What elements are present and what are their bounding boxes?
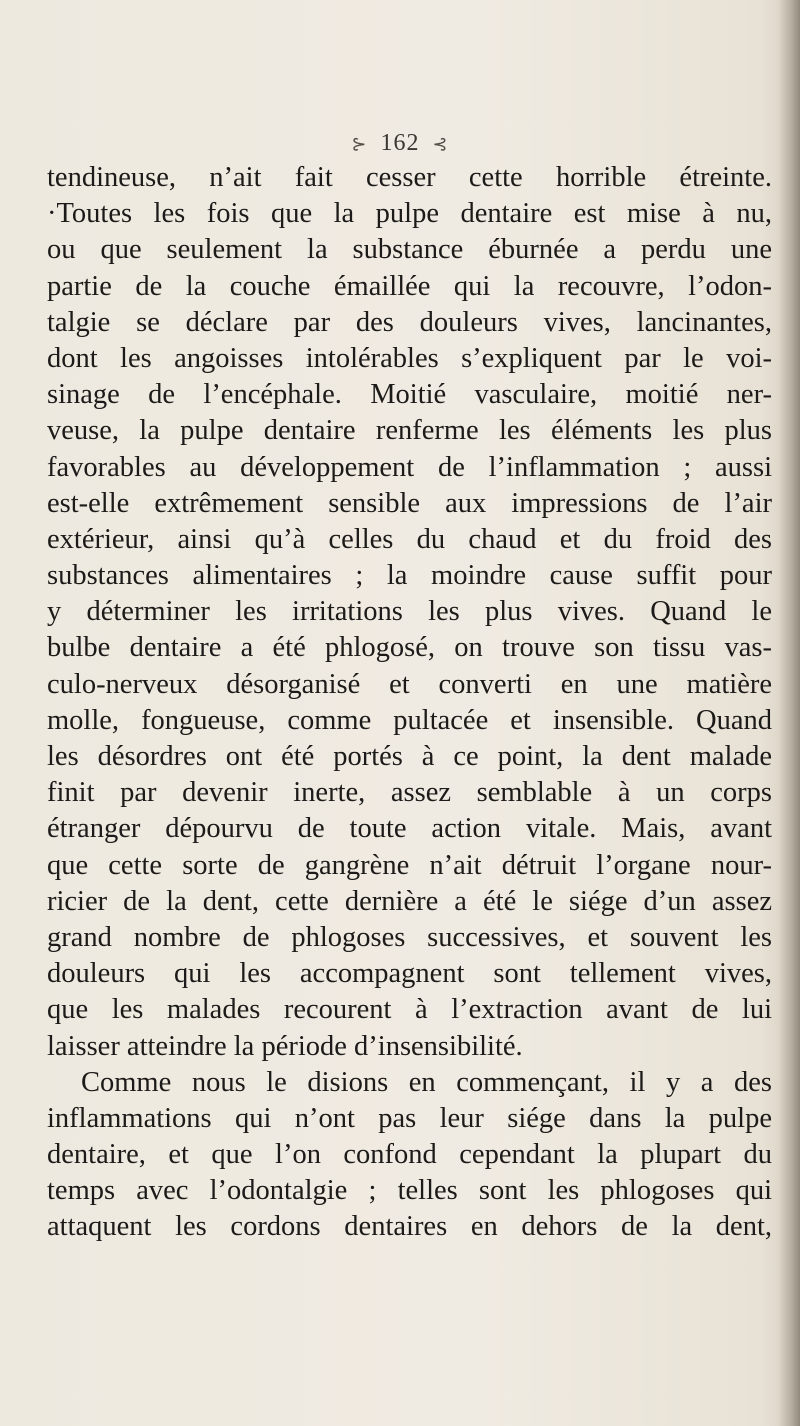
text-line: ou que seulement la substance éburnée a perdu une	[47, 234, 772, 266]
text-line: dont les angoisses intolérables s’expliquent par le voi-	[47, 342, 772, 374]
page-number: 162	[380, 130, 420, 156]
page-edge-shadow	[778, 0, 800, 1426]
text-line: culo-nerveux désorganisé et converti en une matière	[47, 668, 772, 700]
text-line: molle, fongueuse, comme pultacée et insensible. Quand	[47, 704, 772, 736]
text-line: finit par devenir inerte, assez semblable à un corps	[47, 777, 772, 809]
text-line: étranger dépourvu de toute action vitale. Mais, avant	[47, 813, 772, 845]
text-line: talgie se déclare par des douleurs vives, lancinantes,	[47, 306, 772, 338]
page-header	[0, 130, 800, 157]
ornament-left-icon: ⊱	[351, 134, 368, 154]
text-line: que les malades recourent à l’extraction avant de lui	[47, 994, 772, 1026]
text-line: y déterminer les irritations les plus vives. Quand le	[47, 596, 772, 628]
text-line: ricier de la dent, cette dernière a été le siége d’un assez	[47, 885, 772, 917]
text-line: laisser atteindre la période d’insensibilité.	[47, 1030, 523, 1062]
text-line: que cette sorte de gangrène n’ait détruit l’organe nour-	[47, 849, 772, 881]
text-line: sinage de l’encéphale. Moitié vasculaire, moitié ner-	[47, 379, 772, 411]
text-line: Comme nous le disions en commençant, il y a des	[81, 1066, 772, 1098]
text-line: inflammations qui n’ont pas leur siége dans la pulpe	[47, 1102, 772, 1134]
text-line: attaquent les cordons dentaires en dehors de la dent,	[47, 1211, 772, 1243]
text-line: ·Toutes les fois que la pulpe dentaire est mise à nu,	[47, 198, 772, 230]
text-line: douleurs qui les accompagnent sont tellement vives,	[47, 958, 772, 990]
text-line: partie de la couche émaillée qui la recouvre, l’odon-	[47, 270, 772, 302]
text-line: dentaire, et que l’on confond cependant la plupart du	[47, 1139, 772, 1171]
text-line: substances alimentaires ; la moindre cause suffit pour	[47, 560, 772, 592]
text-line: tendineuse, n’ait fait cesser cette horrible étreinte.	[47, 162, 772, 193]
text-line: grand nombre de phlogoses successives, et souvent les	[47, 921, 772, 953]
text-line: veuse, la pulpe dentaire renferme les éléments les plus	[47, 415, 772, 447]
text-line: les désordres ont été portés à ce point, la dent malade	[47, 741, 772, 772]
text-line: extérieur, ainsi qu’à celles du chaud et du froid des	[47, 523, 772, 555]
text-line: bulbe dentaire a été phlogosé, on trouve son tissu vas-	[47, 632, 772, 664]
text-line: est-elle extrêmement sensible aux impressions de l’air	[47, 487, 772, 519]
ornament-right-icon: ⊰	[432, 134, 449, 154]
body-text	[47, 160, 772, 1246]
text-line: favorables au développement de l’inflammation ; aussi	[47, 451, 772, 483]
text-line: temps avec l’odontalgie ; telles sont les phlogoses qui	[47, 1175, 772, 1207]
